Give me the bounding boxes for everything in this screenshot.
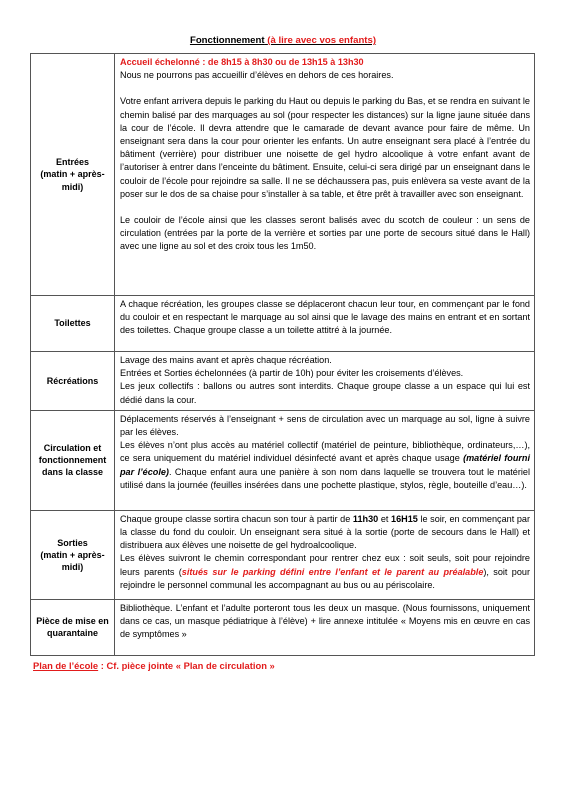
row-content-entrees (115, 54, 535, 296)
footer-note (33, 660, 275, 671)
footer-label: Plan de l’école (33, 660, 99, 671)
row-label-circulation: Circulation et fonctionnement dans la classe (31, 410, 115, 510)
table-row-sorties (31, 510, 535, 599)
row-content-toilettes: A chaque récréation, les groupes classe se déplaceront chacun leur tour, en commençant par le fond du couloir et en respectant le marquage au sol ainsi que le lavage des mains en entrant et en sortant des toilettes. Chaque groupe classe a un toilette attitré à la journée. (115, 296, 535, 352)
rules-table (30, 53, 535, 656)
entrees-p1: Nous ne pourrons pas accueillir d’élèves en dehors de ces horaires. (120, 70, 394, 81)
entrees-p2: Votre enfant arrivera depuis le parking du Haut ou depuis le parking du Bas, et se rendra en suivant le chemin balisé par des marquages au sol (pour respecter les distances) sur la ligne jaune située dans la cour de l’école. Il devra attendre que le camarade de devant avance pour faire de même. Un enseignant sera dans la cour pour orienter les enfants. Un autre enseignant sera placé à l’entrée du bâtiment (verrière) pour distribuer une noisette de gel hydro alcoolique à votre enfant avant de l’autoriser à entrer dans l’enceinte du bâtiment. Ensuite, celui-ci sera dirigé par un enseignant dans le couloir de l’école pour rejoindre sa salle. Il ne se déchaussera pas, puis enlèvera sa veste avant de la poser sur le dos de sa chaise pour s’installer à sa table, et être prêt à travailler avec son enseignant. (120, 96, 530, 199)
row-content-recreations: Lavage des mains avant et après chaque récréation. Entrées et Sorties échelonnées (à partir de 10h) pour éviter les croisements d’élèves. Les jeux collectifs : ballons ou autres sont interdits. Chaque groupe classe a un espace qui lui est dédié dans la cour. (115, 352, 535, 411)
table-row-quarantaine (31, 599, 535, 655)
title-subtitle: (à lire avec vos enfants) (267, 35, 377, 46)
title-main: Fonctionnement (189, 35, 265, 46)
row-label-entrees: Entrées (matin + après-midi) (31, 54, 115, 296)
row-label-toilettes: Toilettes (31, 296, 115, 352)
row-label-recreations: Récréations (31, 352, 115, 411)
row-content-circulation: Déplacements réservés à l’enseignant + sens de circulation avec un marquage au sol, ligne à suivre par les élèves. Les élèves n’ont plus accès au matériel collectif (matériel de peinture, bibliothèque, ordinateurs,…), ce sera uniquement du matériel individuel désinfecté avant et après chaque usage (matériel fourni par l’école). Chaque enfant aura une panière à son nom dans laquelle se trouvera tout le matériel utilisé dans la journée (feuilles insérées dans une pochette plastique, stylos, règle, bouteille d’eau…). (115, 410, 535, 510)
row-content-quarantaine: Bibliothèque. L’enfant et l’adulte porteront tous les deux un masque. (Nous fournissons, uniquement dans ce cas, un masque pédiatrique à l’élève) + lire annexe intitulée « Moyens mis en œuvre en cas de symptômes » (115, 599, 535, 655)
table-row-circulation (31, 410, 535, 510)
page-title (0, 35, 566, 46)
entrees-heading: Accueil échelonné : de 8h15 à 8h30 ou de 13h15 à 13h30 (120, 57, 364, 67)
row-label-quarantaine: Pièce de mise en quarantaine (31, 599, 115, 655)
table-row-toilettes (31, 296, 535, 352)
row-label-sorties: Sorties (matin + après-midi) (31, 510, 115, 599)
table-row-recreations (31, 352, 535, 411)
entrees-p3: Le couloir de l’école ainsi que les classes seront balisés avec du scotch de couleur : un sens de circulation (entrées par la porte de la verrière et sorties par une porte de secours situé dans le Hall) avec une ligne au sol et des croix tous les 1m50. (120, 215, 530, 252)
footer-text: : Cf. pièce jointe « Plan de circulation » (98, 660, 275, 671)
row-content-sorties: Chaque groupe classe sortira chacun son tour à partir de 11h30 et 16H15 le soir, en commençant par la classe du fond du couloir. Un enseignant sera situé à la sortie (porte de secours dans le Hall) et distribuera aux élèves une noisette de gel hydroalcoolique. Les élèves suivront le chemin correspondant pour rentrer chez eux : soit seuls, soit pour rejoindre leurs parents (situés sur le parking défini entre l’enfant et le parent au préalable), soit pour rejoindre le personnel communal les accompagnant au bus ou au périscolaire. (115, 510, 535, 599)
table-row-entrees (31, 54, 535, 296)
